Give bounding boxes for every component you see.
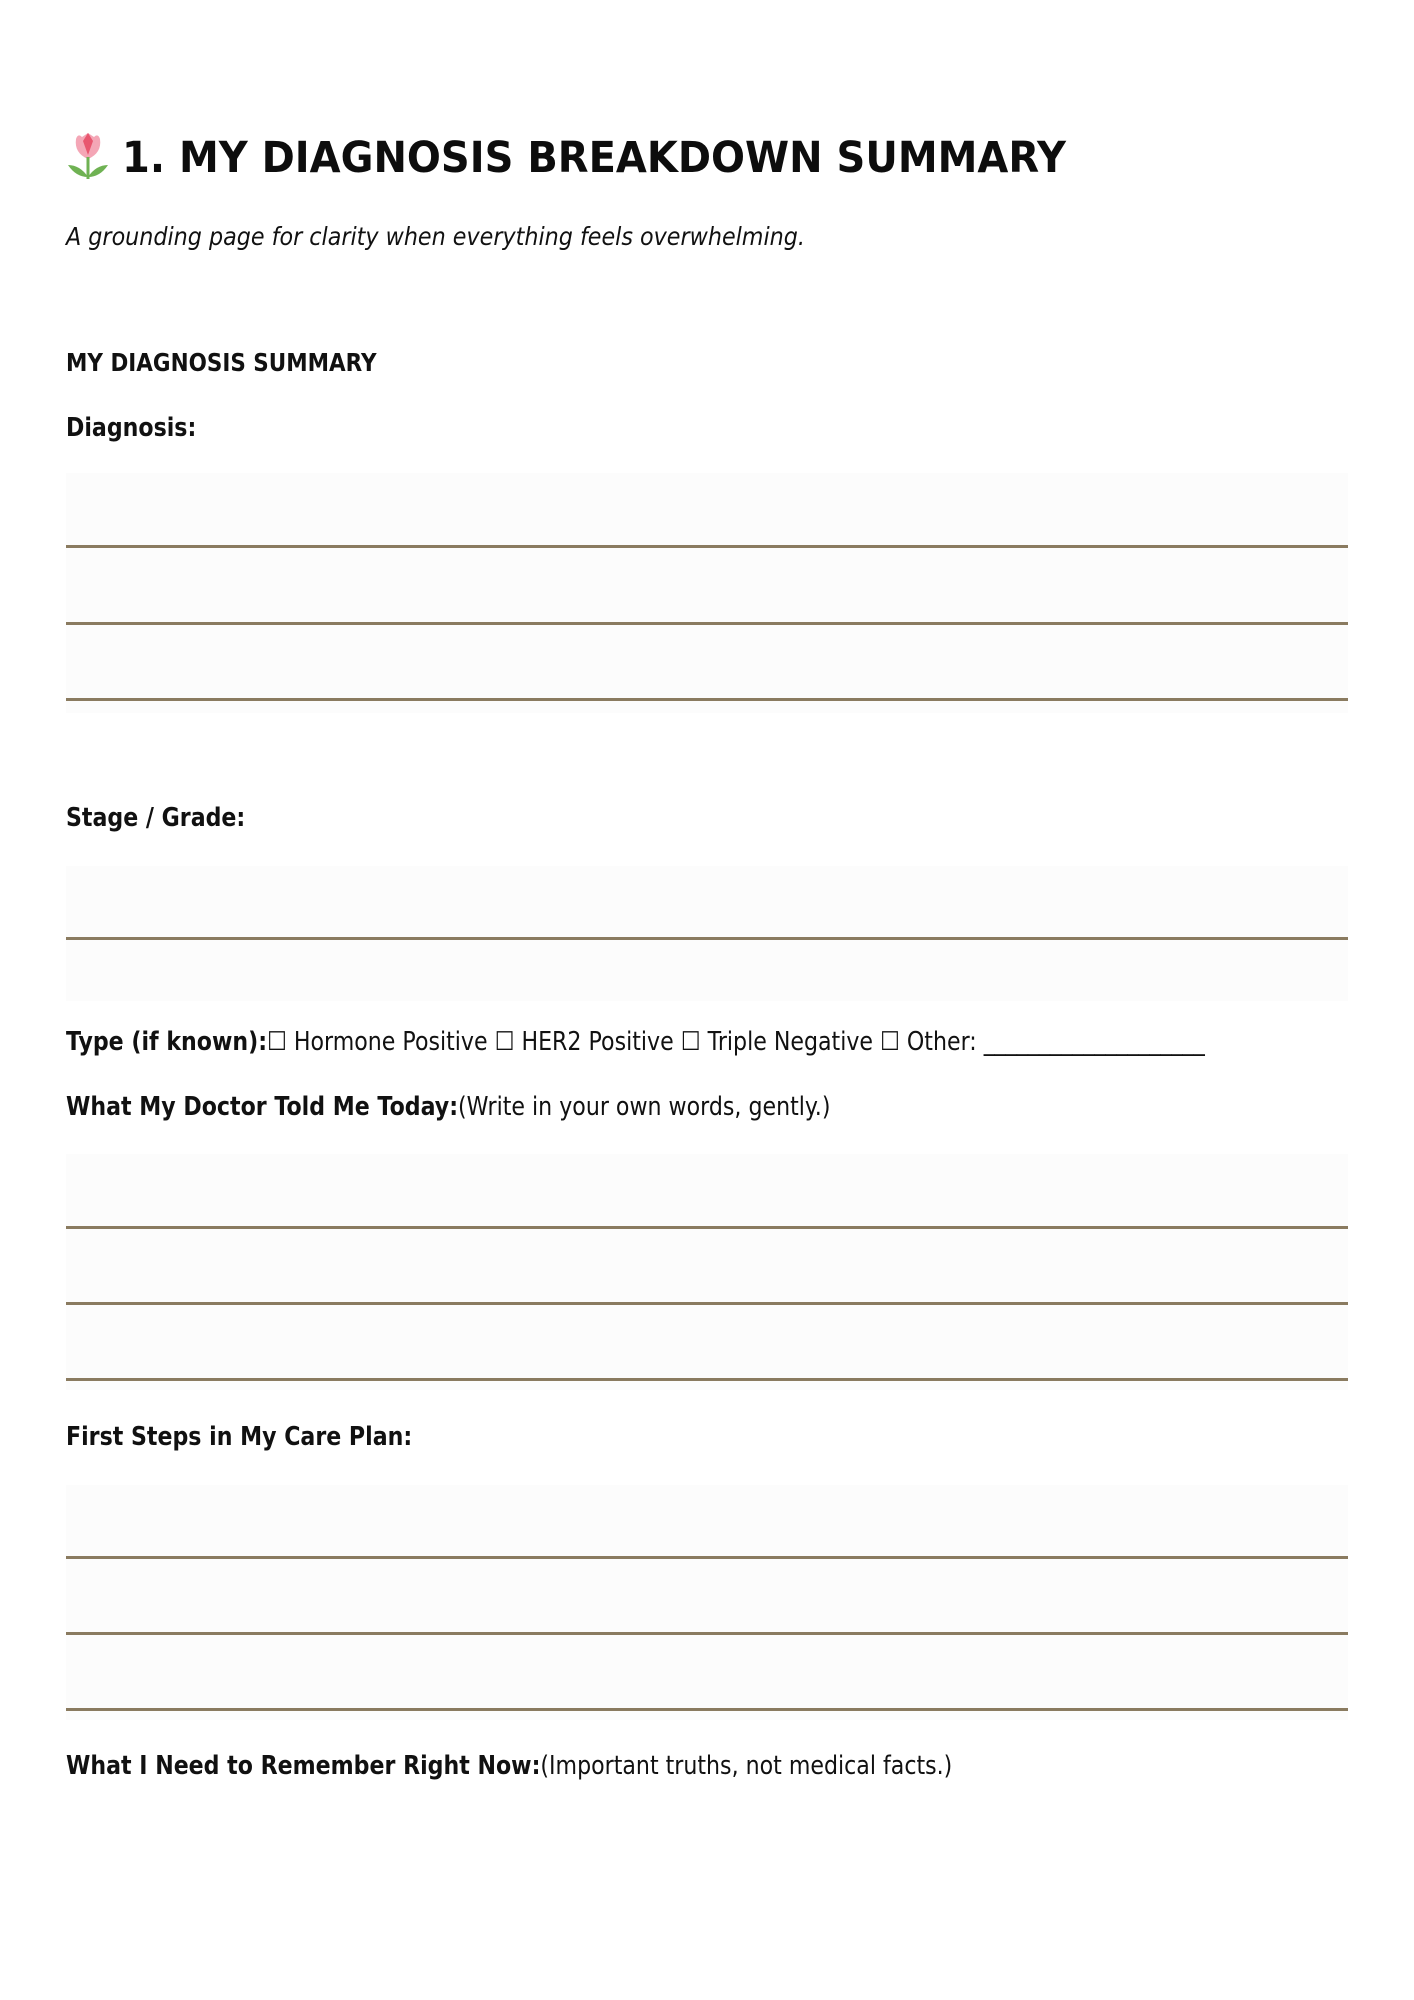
checkbox-her2-positive[interactable]: ☐ <box>494 1027 515 1057</box>
remember-label <box>66 1751 952 1781</box>
diagnosis-writing-area[interactable] <box>66 473 1348 713</box>
option-hormone-positive: Hormone Positive <box>293 1027 488 1057</box>
tulip-icon <box>64 131 112 185</box>
type-label: Type (if known): <box>66 1027 268 1057</box>
stage-grade-label: Stage / Grade: <box>66 803 246 833</box>
page-header <box>64 128 1137 188</box>
option-triple-negative: Triple Negative <box>707 1027 874 1057</box>
write-line <box>66 937 1348 940</box>
page-title: 1. MY DIAGNOSIS BREAKDOWN SUMMARY <box>122 133 1066 183</box>
doctor-told-label <box>66 1092 830 1122</box>
section-heading: MY DIAGNOSIS SUMMARY <box>66 348 377 377</box>
write-line <box>66 1378 1348 1381</box>
option-her2-positive: HER2 Positive <box>521 1027 674 1057</box>
write-line <box>66 698 1348 701</box>
stage-grade-writing-area[interactable] <box>66 866 1348 1001</box>
write-line <box>66 622 1348 625</box>
write-line <box>66 545 1348 548</box>
diagnosis-label: Diagnosis: <box>66 413 197 443</box>
remember-hint: (Important truths, not medical facts.) <box>540 1751 953 1781</box>
care-plan-writing-area[interactable] <box>66 1485 1348 1720</box>
type-row <box>66 1027 1205 1057</box>
write-line <box>66 1226 1348 1229</box>
checkbox-triple-negative[interactable]: ☐ <box>680 1027 701 1057</box>
doctor-told-writing-area[interactable] <box>66 1154 1348 1390</box>
remember-title: What I Need to Remember Right Now: <box>66 1751 541 1781</box>
checkbox-hormone-positive[interactable]: ☐ <box>267 1027 287 1057</box>
write-line <box>66 1708 1348 1711</box>
option-other: Other: <box>906 1027 977 1057</box>
care-plan-label: First Steps in My Care Plan: <box>66 1422 413 1452</box>
page-subtitle: A grounding page for clarity when everything feels overwhelming. <box>66 222 805 251</box>
write-line <box>66 1302 1348 1305</box>
write-line <box>66 1556 1348 1559</box>
doctor-told-title: What My Doctor Told Me Today: <box>66 1092 459 1122</box>
write-line <box>66 1632 1348 1635</box>
doctor-told-hint: (Write in your own words, gently.) <box>458 1092 831 1122</box>
checkbox-other[interactable]: ☐ <box>880 1027 900 1057</box>
other-blank-line[interactable]: ____________________ <box>983 1027 1205 1057</box>
